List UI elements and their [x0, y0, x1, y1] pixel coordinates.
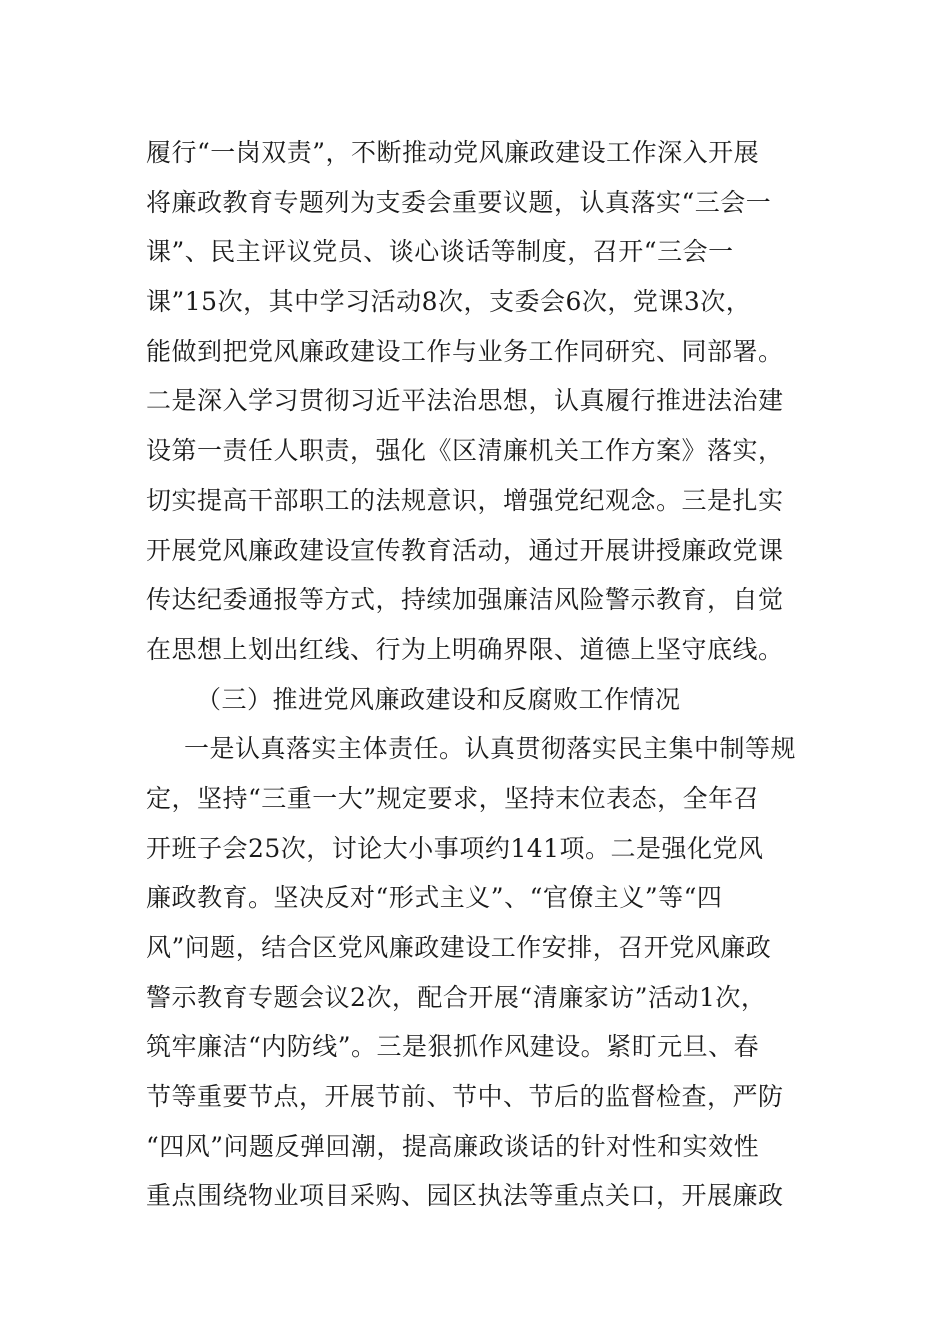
- paragraph-line: 课”15次，其中学习活动8次，支委会6次，党课3次，: [146, 287, 752, 317]
- section-heading: （三）推进党风廉政建设和反腐败工作情况: [196, 684, 681, 714]
- paragraph-line: 将廉政教育专题列为支委会重要议题，认真落实“三会一: [146, 187, 772, 217]
- paragraph-line: 切实提高干部职工的法规意识，增强党纪观念。三是扎实: [146, 485, 784, 515]
- document-body: [146, 128, 810, 1221]
- paragraph-line: 二是深入学习贯彻习近平法治思想，认真履行推进法治建: [146, 386, 784, 416]
- paragraph-line: 在思想上划出红线、行为上明确界限、道德上坚守底线。: [146, 634, 784, 664]
- paragraph-line: 廉政教育。坚决反对“形式主义”、“官僚主义”等“四: [146, 883, 723, 913]
- paragraph-line: 风”问题，结合区党风廉政建设工作安排，召开党风廉政: [146, 933, 772, 962]
- paragraph-line: 一是认真落实主体责任。认真贯彻落实民主集中制等规: [184, 734, 797, 764]
- paragraph-line: 设第一责任人职责，强化《区清廉机关工作方案》落实，: [146, 436, 784, 466]
- paragraph-line: 节等重要节点，开展节前、节中、节后的监督检查，严防: [146, 1082, 784, 1112]
- paragraph-line: 警示教育专题会议2次，配合开展“清廉家访”活动1次，: [146, 982, 767, 1012]
- paragraph-line: 开展党风廉政建设宣传教育活动，通过开展讲授廉政党课: [146, 535, 784, 565]
- paragraph-line: 课”、民主评议党员、谈心谈话等制度，召开“三会一: [146, 237, 734, 267]
- paragraph-line: 定，坚持“三重一大”规定要求，坚持末位表态，全年召: [146, 783, 760, 813]
- paragraph-line: 能做到把党风廉政建设工作与业务工作同研究、同部署。: [146, 336, 784, 366]
- paragraph-line: 传达纪委通报等方式，持续加强廉洁风险警示教育，自觉: [146, 585, 784, 615]
- paragraph-line: 履行“一岗双责”，不断推动党风廉政建设工作深入开展: [146, 138, 760, 167]
- paragraph-line: 筑牢廉洁“内防线”。三是狠抓作风建设。紧盯元旦、春: [146, 1032, 760, 1062]
- paragraph-line: 开班子会25次，讨论大小事项约141项。二是强化党风: [146, 833, 764, 863]
- paragraph-line: 重点围绕物业项目采购、园区执法等重点关口，开展廉政: [146, 1181, 784, 1211]
- paragraph-line: “四风”问题反弹回潮，提高廉政谈话的针对性和实效性: [146, 1131, 760, 1161]
